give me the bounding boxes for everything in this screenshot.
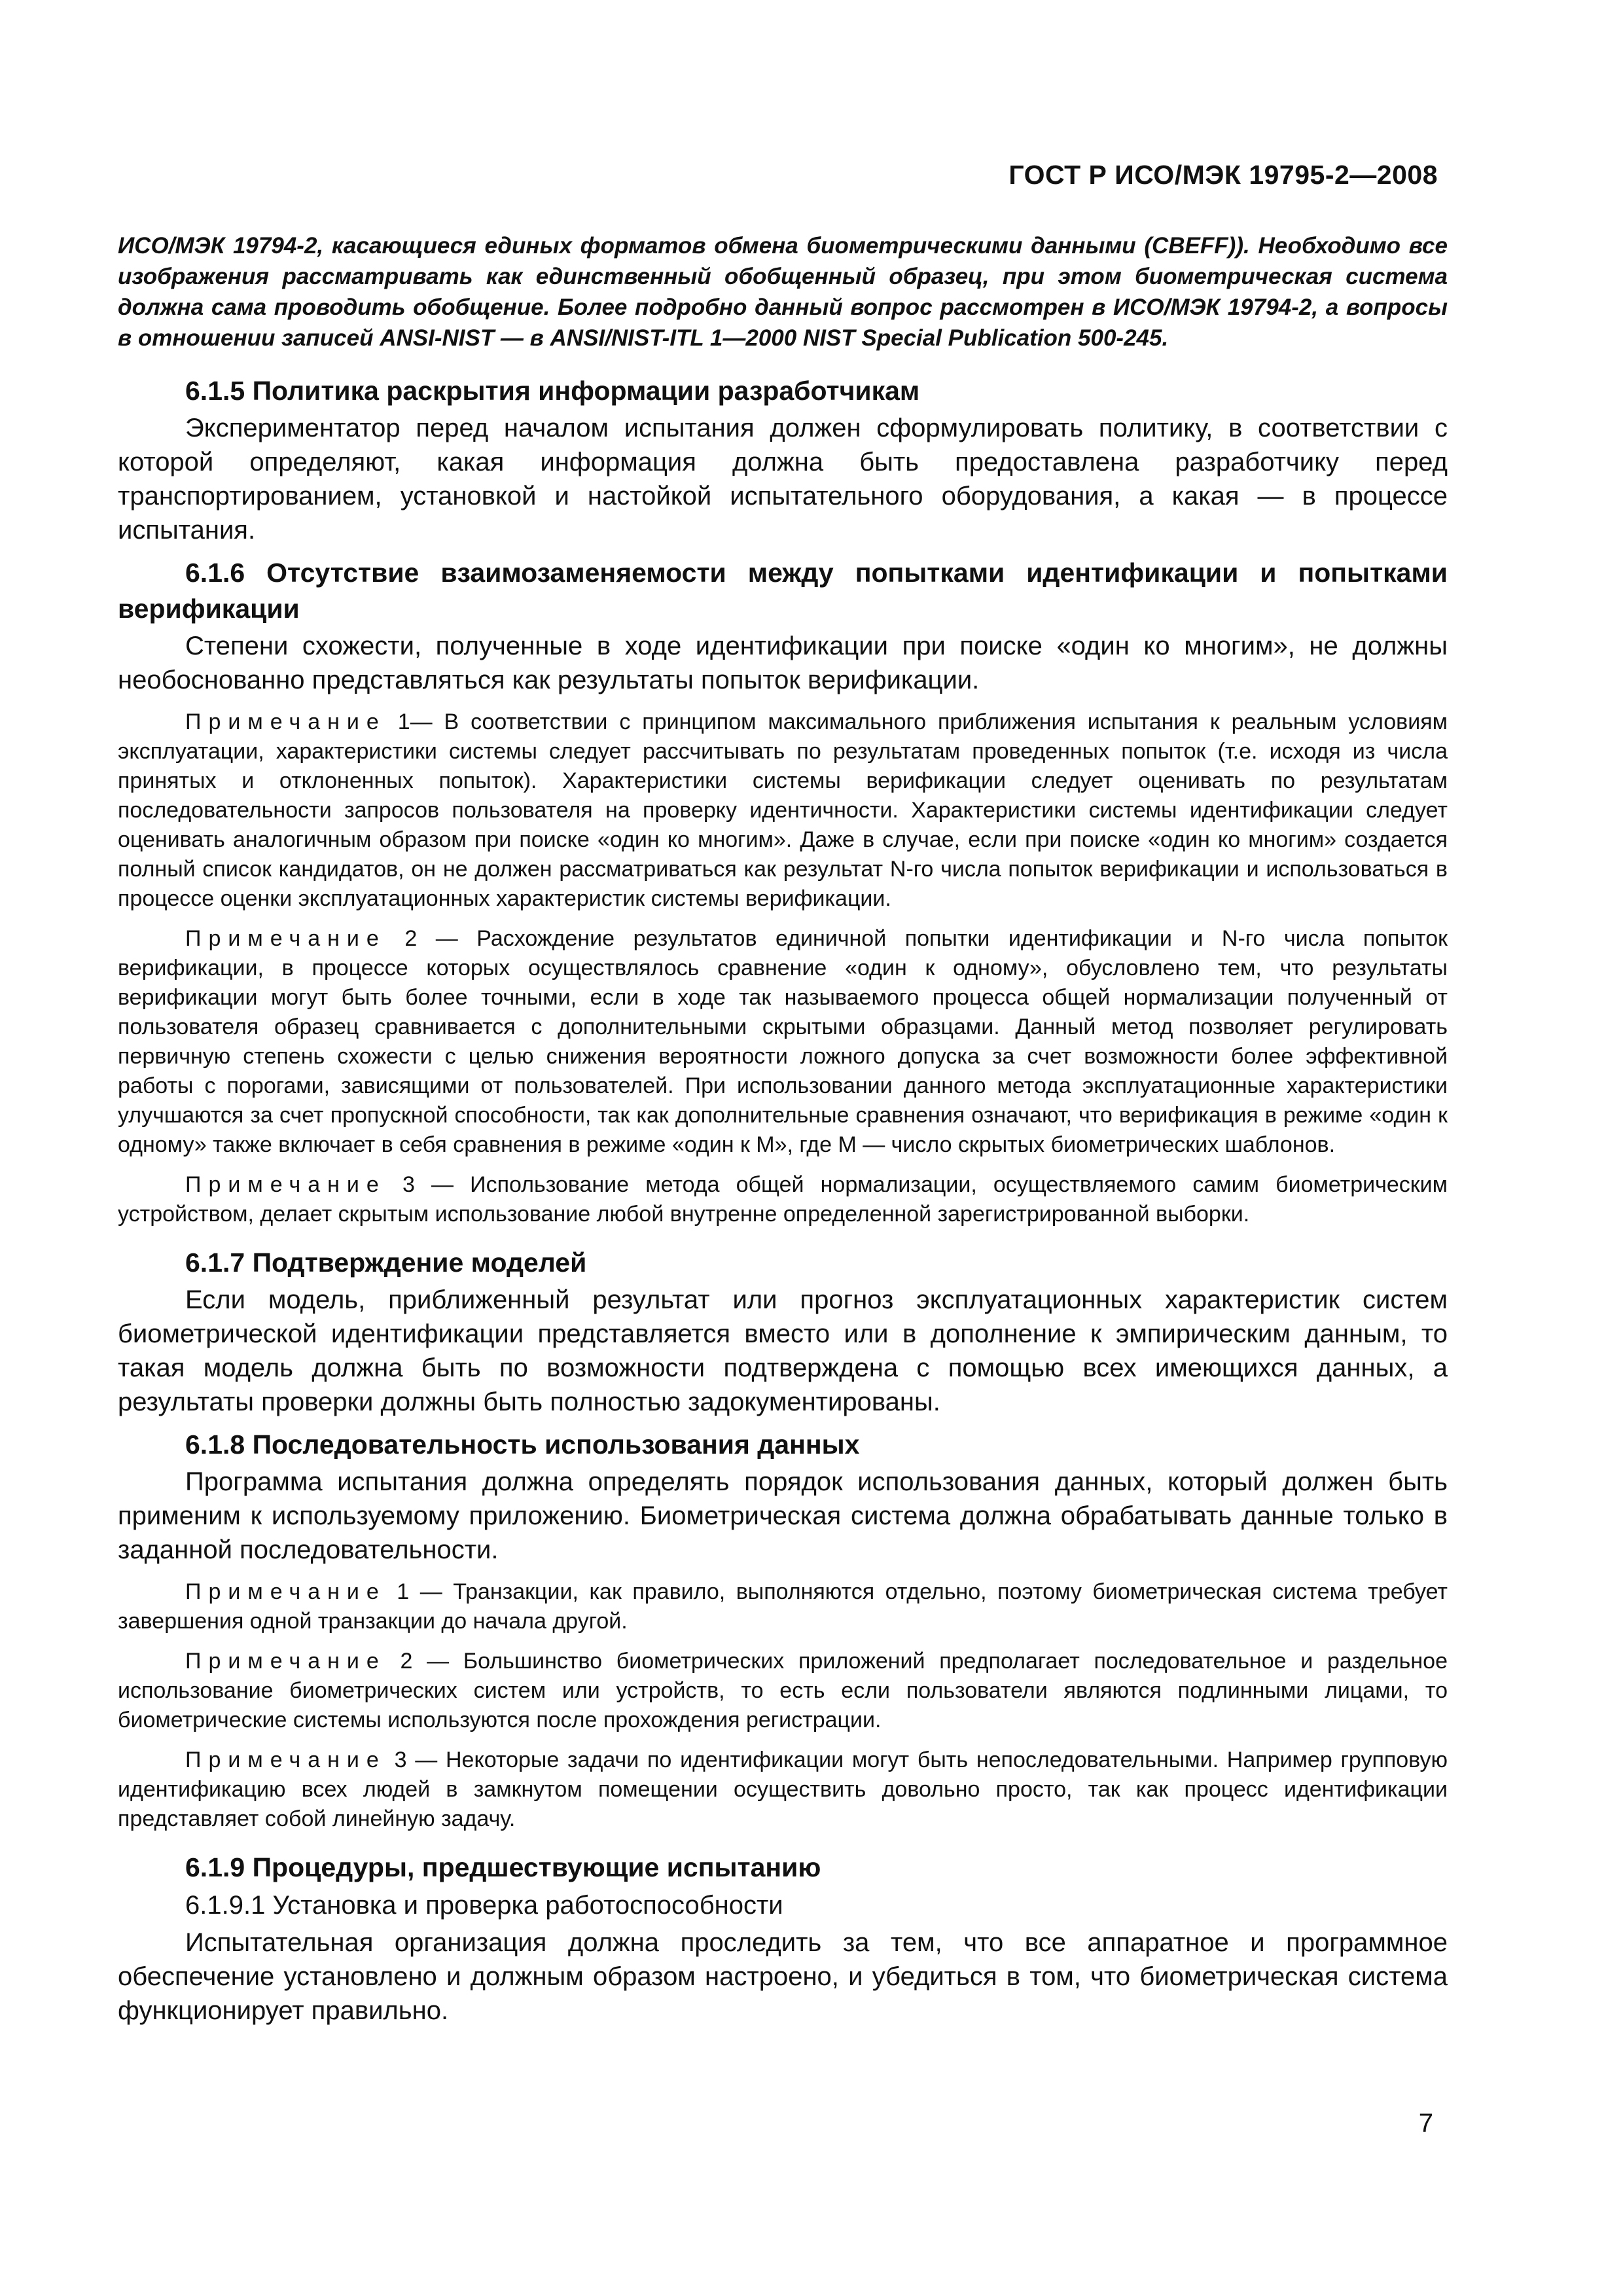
- page-number: 7: [1418, 2109, 1433, 2138]
- section-6-1-8-note-1: [118, 1577, 1448, 1636]
- note-text: 1— В соответствии с принципом максимального приближения испытания к реальным условиям эксплуатации, характеристики системы следует рассчитывать по результатам проведенных попыток (т.е. исходя из числа принятых и отклоненных попыток). Характеристики системы верификации следует оценивать по результатам последовательности запросов пользователя на проверку идентичности. Характеристики системы идентификации следует оценивать аналогичным образом при поиске «один ко многим». Даже в случае, если при поиске «один ко многим» создается полный список кандидатов, он не должен рассматриваться как результат N-го числа попыток верификации и использоваться в процессе оценки эксплуатационных характеристик системы верификации.: [118, 709, 1448, 911]
- note-label: Примечание: [185, 1649, 386, 1674]
- note-text: 3 — Использование метода общей нормализации, осуществляемого самим биометрическим устройством, делает скрытым использование любой внутренне определенной зарегистрированной выборки.: [118, 1172, 1448, 1227]
- section-6-1-6-note-2: [118, 924, 1448, 1160]
- document-standard-code: ГОСТ Р ИСО/МЭК 19795-2—2008: [1008, 160, 1438, 190]
- section-6-1-8-heading: 6.1.8 Последовательность использования данных: [185, 1429, 860, 1460]
- note-label: Примечание: [185, 709, 386, 734]
- note-label: Примечание: [185, 1579, 386, 1604]
- note-text: 2 — Большинство биометрических приложений предполагает последовательное и раздельное использование биометрических систем или устройств, то есть если пользователи являются подлинными лицами, то биометрические системы используются после прохождения регистрации.: [118, 1649, 1448, 1732]
- note-label: Примечание: [185, 1172, 386, 1197]
- section-6-1-9-1-text: Испытательная организация должна проследить за тем, что все аппаратное и программное обеспечение установлено и должным образом настроено, и убедиться в том, что биометрическая система функционирует правильно.: [118, 1928, 1448, 2025]
- section-6-1-9-heading: 6.1.9 Процедуры, предшествующие испытанию: [185, 1852, 821, 1882]
- document-body: [118, 230, 1448, 2036]
- section-6-1-9-1-subheading: 6.1.9.1 Установка и проверка работоспособности: [185, 1891, 783, 1920]
- section-6-1-5-text: Экспериментатор перед началом испытания должен сформулировать политику, в соответствии с которой определяют, какая информация должна быть предоставлена разработчику перед транспортированием, установкой и настойкой испытательного оборудования, а какая — в процессе испытания.: [118, 414, 1448, 545]
- section-6-1-6-note-1: [118, 708, 1448, 914]
- section-6-1-6-text: Степени схожести, полученные в ходе идентификации при поиске «один ко многим», не должны необоснованно представляться как результаты попыток верификации.: [118, 632, 1448, 694]
- section-6-1-5-heading: 6.1.5 Политика раскрытия информации разработчикам: [185, 376, 920, 406]
- section-6-1-6-note-3: [118, 1170, 1448, 1229]
- note-label: Примечание: [185, 926, 386, 951]
- continued-paragraph: ИСО/МЭК 19794-2, касающиеся единых форматов обмена биометрическими данными (CBEFF)). Необходимо все изображения рассматривать как единственный обобщенный образец, при этом биометрическая система должна сама проводить обобщение. Более подробно данный вопрос рассмотрен в ИСО/МЭК 19794-2, а вопросы в отношении записей ANSI-NIST — в ANSI/NIST-ITL 1—2000 NIST Special Publication 500-245.: [118, 233, 1448, 351]
- section-6-1-6-heading: 6.1.6 Отсутствие взаимозаменяемости между попытками идентификации и попытками верификации: [118, 558, 1448, 624]
- note-text: 2 — Расхождение результатов единичной попытки идентификации и N-го числа попыток верификации, в процессе которых осуществлялось сравнение «один к одному», обусловлено тем, что результаты верификации могут быть более точными, если в ходе так называемого процесса общей нормализации полученный от пользователя образец сравнивается с дополнительными скрытыми образцами. Данный метод позволяет регулировать первичную степень схожести с целью снижения вероятности ложного допуска за счет возможности более эффективной работы с порогами, зависящими от пользователей. При использовании данного метода эксплуатационные характеристики улучшаются за счет пропускной способности, так как дополнительные сравнения означают, что верификация в режиме «один к одному» также включает в себя сравнения в режиме «один к M», где M — число скрытых биометрических шаблонов.: [118, 926, 1448, 1157]
- section-6-1-8-note-2: [118, 1647, 1448, 1735]
- section-6-1-8-note-3: [118, 1746, 1448, 1834]
- note-label: Примечание: [185, 1748, 386, 1772]
- section-6-1-8-text: Программа испытания должна определять порядок использования данных, который должен быть применим к используемому приложению. Биометрическая система должна обрабатывать данные только в заданной последовательности.: [118, 1467, 1448, 1564]
- section-6-1-7-heading: 6.1.7 Подтверждение моделей: [185, 1247, 587, 1278]
- note-text: 3 — Некоторые задачи по идентификации могут быть непоследовательными. Например групповую идентификацию всех людей в замкнутом помещении осуществить довольно просто, так как процесс идентификации представляет собой линейную задачу.: [118, 1748, 1448, 1831]
- note-text: 1 — Транзакции, как правило, выполняются отдельно, поэтому биометрическая система требует завершения одной транзакции до начала другой.: [118, 1579, 1448, 1634]
- section-6-1-7-text: Если модель, приближенный результат или прогноз эксплуатационных характеристик систем биометрической идентификации представляется вместо или в дополнение к эмпирическим данным, то такая модель должна быть по возможности подтверждена с помощью всех имеющихся данных, а результаты проверки должны быть полностью задокументированы.: [118, 1285, 1448, 1416]
